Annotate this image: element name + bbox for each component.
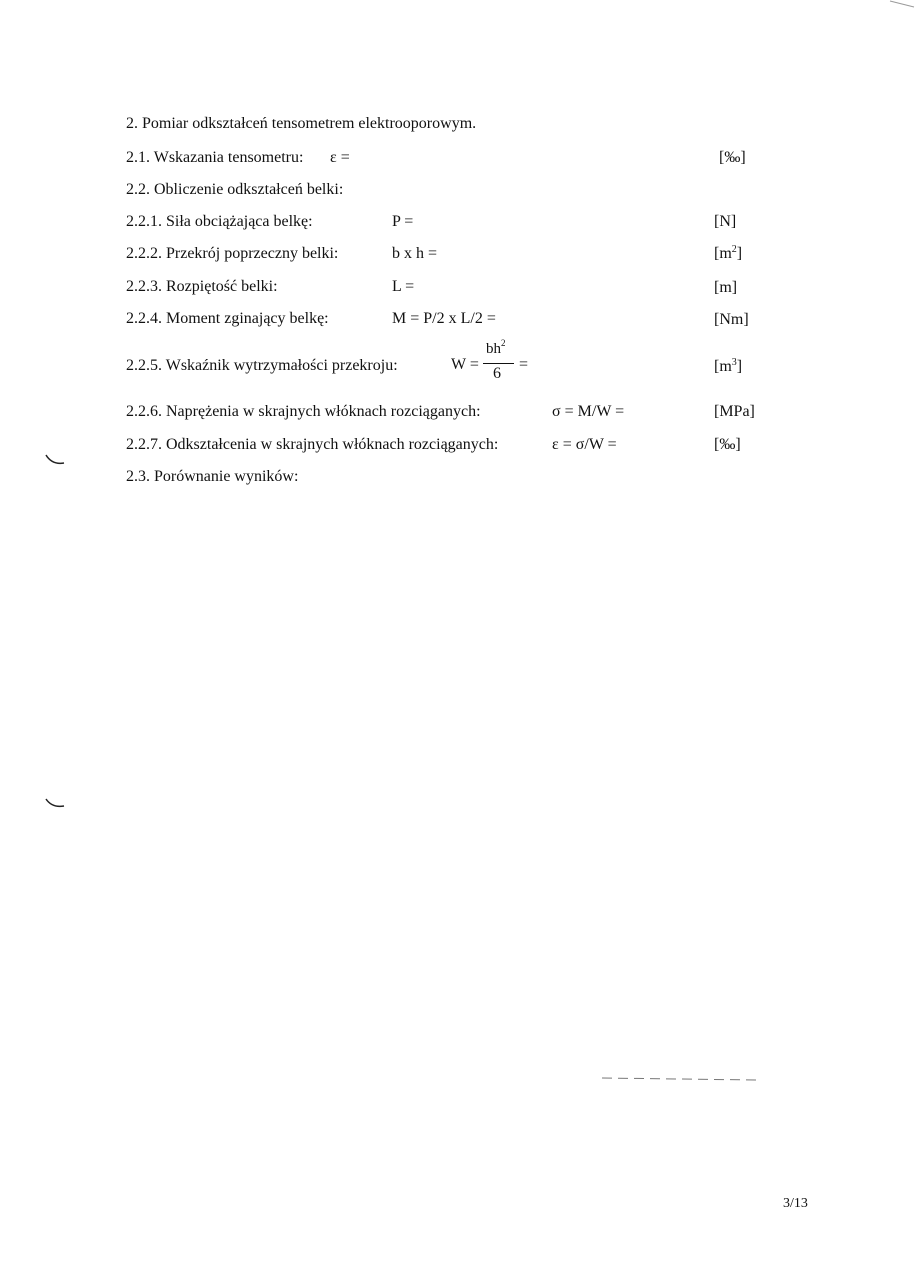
item-2-2-4-label: 2.2.4. Moment zginający belkę: <box>126 310 329 327</box>
formula-denominator: 6 <box>493 365 501 382</box>
scan-dash-line <box>600 1074 760 1084</box>
item-2-2-5-label: 2.2.5. Wskaźnik wytrzymałości przekroju: <box>126 357 398 374</box>
item-2-2-1-formula: P = <box>392 213 414 230</box>
binder-mark-bottom <box>44 796 68 812</box>
item-2-2-5-unit: $[m^3]$ <box>714 357 743 375</box>
item-2-2-7-formula: ε = σ/W = <box>552 436 617 453</box>
item-2-2-2-unit: $[m^2]$ <box>714 244 743 262</box>
item-2-2-2-label: 2.2.2. Przekrój poprzeczny belki: <box>126 245 339 262</box>
item-2-2-2-formula: b x h = <box>392 245 438 262</box>
item-2-2-6-unit: [MPa] <box>714 403 755 420</box>
item-2-2-4-unit: [Nm] <box>714 311 749 328</box>
item-2-1-label: 2.1. Wskazania tensometru: <box>126 149 304 166</box>
corner-scan-mark <box>888 0 918 10</box>
item-2-3-label: 2.3. Porównanie wyników: <box>126 468 299 485</box>
section-title: 2. Pomiar odkształceń tensometrem elektrooporowym. <box>126 115 477 132</box>
binder-mark-top <box>44 452 68 468</box>
section-modulus-formula <box>451 338 541 387</box>
item-2-2-6-formula: σ = M/W = <box>552 403 625 420</box>
item-2-2-3-unit: [m] <box>714 279 738 296</box>
item-2-2-7-label: 2.2.7. Odkształcenia w skrajnych włóknach rozciąganych: <box>126 436 499 453</box>
formula-lhs: W = <box>451 356 479 373</box>
item-2-2-4-formula: M = P/2 x L/2 = <box>392 310 496 327</box>
item-2-2-1-unit: [N] <box>714 213 737 230</box>
formula-numerator: $bh^2$ <box>486 338 506 357</box>
item-2-2-7-unit: [‰] <box>714 436 741 453</box>
item-2-2-1-label: 2.2.1. Siła obciążająca belkę: <box>126 213 313 230</box>
item-2-1-unit: [‰] <box>719 149 746 166</box>
item-2-2-3-label: 2.2.3. Rozpiętość belki: <box>126 278 278 295</box>
item-2-2-label: 2.2. Obliczenie odkształceń belki: <box>126 181 344 198</box>
formula-rhs: = <box>519 356 529 373</box>
fraction-bar <box>483 363 514 364</box>
page-number: 3/13 <box>783 1196 808 1211</box>
item-2-2-6-label: 2.2.6. Naprężenia w skrajnych włóknach rozciąganych: <box>126 403 481 420</box>
item-2-1-formula: ε = <box>330 149 350 166</box>
item-2-2-3-formula: L = <box>392 278 415 295</box>
